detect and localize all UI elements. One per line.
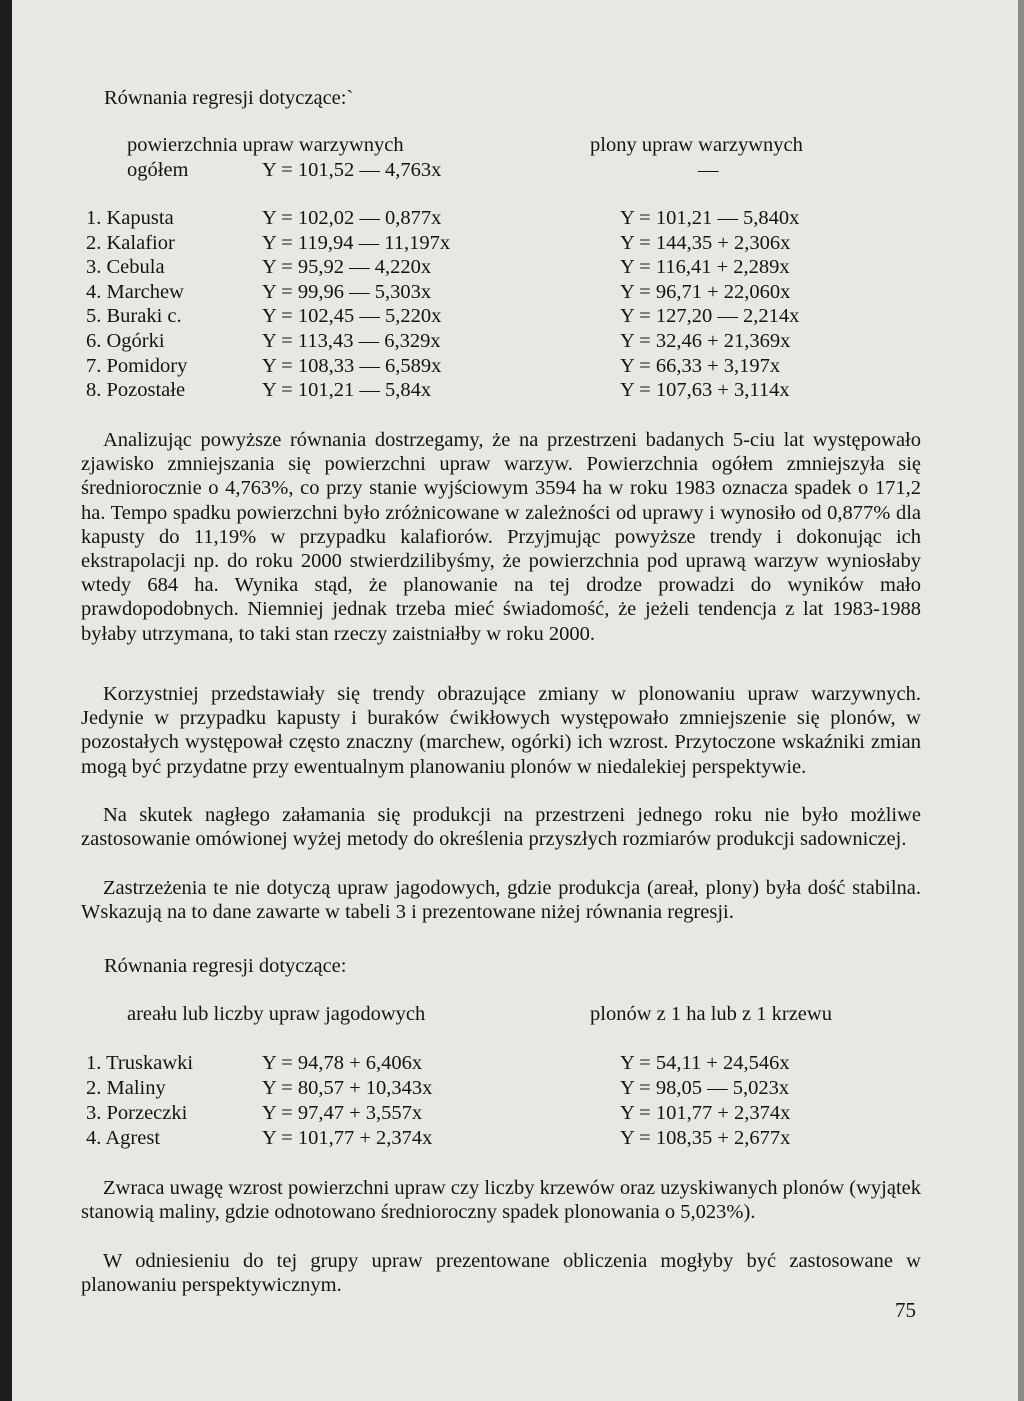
berry-row-area: Y = 94,78 + 6,406x bbox=[262, 1052, 423, 1074]
veg-row-yield: Y = 66,33 + 3,197x bbox=[620, 355, 781, 377]
veg-row-area: Y = 102,02 — 0,877x bbox=[262, 207, 442, 229]
veg-row-label: 8. Pozostałe bbox=[86, 379, 186, 401]
veg-row-yield: Y = 144,35 + 2,306x bbox=[620, 232, 791, 254]
paragraph-berries: Zastrzeżenia te nie dotyczą upraw jagodowych, gdzie produkcja (areał, plony) była dość stabilna. Wskazują na to dane zawarte w tabeli 3 i prezentowane niżej równania regresji. bbox=[81, 877, 921, 924]
veg-row-label: 4. Marchew bbox=[86, 281, 184, 303]
veg-row-yield: Y = 101,21 — 5,840x bbox=[620, 207, 800, 229]
berry-row-yield: Y = 108,35 + 2,677x bbox=[620, 1127, 791, 1149]
paragraph-orchard: Na skutek nagłego załamania się produkcji na przestrzeni jednego roku nie było możliwe zastosowanie omówionej wyżej metody do określenia przyszłych rozmiarów produkcji sadowniczej. bbox=[81, 804, 921, 851]
veg-row-area: Y = 119,94 — 11,197x bbox=[262, 232, 451, 254]
berry-row-label: 2. Maliny bbox=[86, 1077, 166, 1099]
total-equation: Y = 101,52 — 4,763x bbox=[262, 159, 442, 181]
paragraph-analysis: Analizując powyższe równania dostrzegamy, że na przestrzeni badanych 5-ciu lat występowało zjawisko zmniejszania się powierzchni upraw warzyw. Powierzchnia ogółem zmniejszyła się średniorocznie o 4,763%, co przy stanie wyjściowym 3594 ha w roku 1983 oznacza spadek o 171,2 ha. Tempo spadku powierzchni było zróżnicowane w zależności od uprawy i wynosiło od 0,877% dla kapusty do 11,19% w przypadku kalafiorów. Przyjmując powyższe trendy i dokonując ich ekstrapolacji np. do roku 2000 stwierdzilibyśmy, że powierzchnia pod uprawą warzyw wyniosłaby wtedy 684 ha. Wynika stąd, że planowanie na tej drodze prowadzi do wyników mało prawdopodobnych. Niemniej jednak trzeba mieć świadomość, że jeżeli tendencja z lat 1983-1988 byłaby utrzymana, to taki stan rzeczy zaistniałby w roku 2000. bbox=[81, 429, 921, 645]
total-label: ogółem bbox=[127, 159, 189, 181]
veg-row-label: 3. Cebula bbox=[86, 256, 165, 278]
paragraph-growth-note: Zwraca uwagę wzrost powierzchni upraw czy liczby krzewów oraz uzyskiwanych plonów (wyjątek stanowią maliny, gdzie odnotowano średnioroczny spadek plonowania o 5,023%). bbox=[81, 1177, 921, 1224]
regression-intro-1: Równania regresji dotyczące:` bbox=[104, 87, 354, 109]
berry-row-area: Y = 80,57 + 10,343x bbox=[262, 1077, 433, 1099]
berry-row-yield: Y = 54,11 + 24,546x bbox=[620, 1052, 790, 1074]
veg-row-area: Y = 102,45 — 5,220x bbox=[262, 305, 442, 327]
veg-row-yield: Y = 107,63 + 3,114x bbox=[620, 379, 790, 401]
paragraph-planning-note: W odniesieniu do tej grupy upraw prezentowane obliczenia mogłyby być zastosowane w planowaniu perspektywicznym. bbox=[81, 1250, 921, 1297]
veg-row-yield: Y = 32,46 + 21,369x bbox=[620, 330, 791, 352]
berry-row-yield: Y = 101,77 + 2,374x bbox=[620, 1102, 791, 1124]
veg-row-label: 6. Ogórki bbox=[86, 330, 165, 352]
berry-row-label: 3. Porzeczki bbox=[86, 1102, 188, 1124]
vegetable-yield-header: plony upraw warzywnych bbox=[590, 134, 803, 156]
veg-row-yield: Y = 116,41 + 2,289x bbox=[620, 256, 790, 278]
total-yield-dash: — bbox=[698, 159, 719, 181]
veg-row-area: Y = 108,33 — 6,589x bbox=[262, 355, 442, 377]
berry-row-yield: Y = 98,05 — 5,023x bbox=[620, 1077, 790, 1099]
veg-row-area: Y = 113,43 — 6,329x bbox=[262, 330, 441, 352]
berry-row-label: 4. Agrest bbox=[86, 1127, 161, 1149]
veg-row-label: 2. Kalafior bbox=[86, 232, 175, 254]
veg-row-yield: Y = 96,71 + 22,060x bbox=[620, 281, 791, 303]
berry-row-area: Y = 101,77 + 2,374x bbox=[262, 1127, 433, 1149]
veg-row-label: 1. Kapusta bbox=[86, 207, 174, 229]
paragraph-yield-trends: Korzystniej przedstawiały się trendy obrazujące zmiany w plonowaniu upraw warzywnych. Jedynie w przypadku kapusty i buraków ćwikłowych występowało zmniejszenie się plonów, w pozostałych występował często znaczny (marchew, ogórki) ich wzrost. Przytoczone wskaźniki zmian mogą być przydatne przy ewentualnym planowaniu plonów w niedalekiej perspektywie. bbox=[81, 683, 921, 778]
vegetable-area-header: powierzchnia upraw warzywnych bbox=[127, 134, 404, 156]
veg-row-yield: Y = 127,20 — 2,214x bbox=[620, 305, 800, 327]
berry-area-header: areału lub liczby upraw jagodowych bbox=[127, 1003, 426, 1025]
veg-row-label: 7. Pomidory bbox=[86, 355, 188, 377]
veg-row-label: 5. Buraki c. bbox=[86, 305, 182, 327]
page-number: 75 bbox=[895, 1298, 916, 1322]
regression-intro-2: Równania regresji dotyczące: bbox=[104, 955, 347, 977]
berry-row-label: 1. Truskawki bbox=[86, 1052, 194, 1074]
veg-row-area: Y = 101,21 — 5,84x bbox=[262, 379, 432, 401]
veg-row-area: Y = 95,92 — 4,220x bbox=[262, 256, 432, 278]
berry-yield-header: plonów z 1 ha lub z 1 krzewu bbox=[590, 1003, 832, 1025]
berry-row-area: Y = 97,47 + 3,557x bbox=[262, 1102, 423, 1124]
veg-row-area: Y = 99,96 — 5,303x bbox=[262, 281, 432, 303]
